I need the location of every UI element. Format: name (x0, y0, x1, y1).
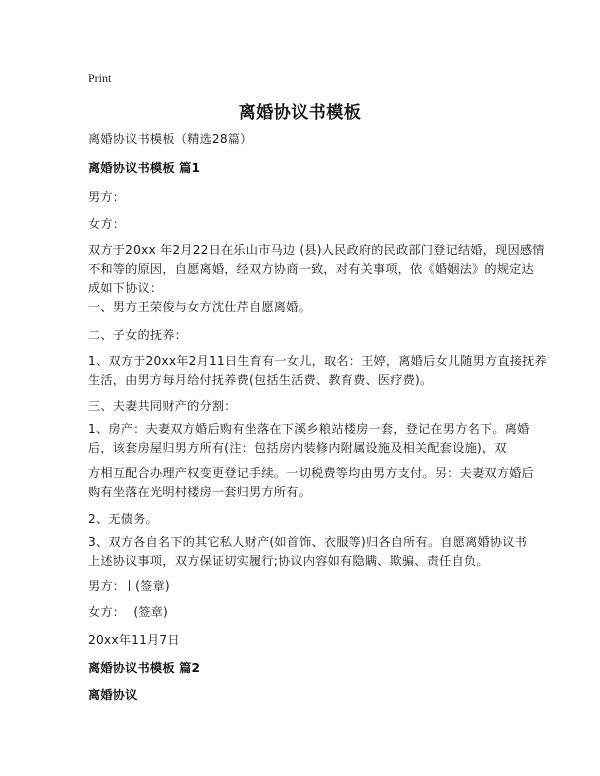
child-line-2: 生活，由男方每月给付抚养费(包括生活费、教育费、医疗费)。 (88, 373, 433, 387)
male-signature-label: 男方： (88, 579, 126, 593)
house-line-1: 1、房产：夫妻双方婚后购有坐落在下溪乡粮站楼房一套，登记在男方名下。离婚 (88, 422, 530, 436)
agreement-date: 20xx年11月7日 (88, 633, 180, 647)
document-subtitle: 离婚协议书模板（精选28篇） (88, 132, 253, 146)
personal-property-line-1: 3、双方各自名下的其它私人财产(如首饰、衣服等)归各自所有。自愿离婚协议书 (88, 535, 528, 549)
section-2-subheading: 离婚协议 (88, 688, 138, 702)
female-signature-value: (签章) (133, 605, 169, 619)
print-label[interactable]: Print (88, 71, 112, 85)
house-line-4: 购有坐落在光明村楼房一套归男方所有。 (88, 485, 311, 499)
clause-3: 三、夫妻共同财产的分割： (88, 399, 237, 413)
intro-line-3: 成如下协议： (88, 281, 163, 295)
document-title: 离婚协议书模板 (238, 103, 362, 123)
male-signature-row (88, 577, 520, 595)
signature-cursor-mark (129, 580, 130, 591)
child-line-1: 1、双方于20xx年2月11日生育有一女儿，取名：王婷，离婚后女儿随男方直接抚养 (88, 354, 547, 368)
clause-2: 二、子女的抚养： (88, 328, 188, 342)
clause-1: 一、男方王荣俊与女方沈仕芹自愿离婚。 (88, 300, 311, 314)
personal-property-line-2: 上述协议事项，双方保证切实履行;协议内容如有隐瞒、欺骗、责任自负。 (88, 554, 489, 568)
house-line-3: 方相互配合办理产权变更登记手续。一切税费等均由男方支付。另：夫妻双方婚后 (88, 466, 534, 480)
section-heading-1: 离婚协议书模板 篇1 (88, 161, 201, 175)
female-party-label: 女方： (88, 217, 126, 231)
section-heading-2: 离婚协议书模板 篇2 (88, 661, 201, 675)
male-party-label: 男方： (88, 190, 126, 204)
debt-line: 2、无债务。 (88, 512, 158, 526)
house-line-2: 后，该套房屋归男方所有(注：包括房内装修内附属设施及相关配套设施)，双 (88, 441, 507, 455)
intro-line-2: 不和等的原因，自愿离婚，经双方协商一致，对有关事项，依《婚姻法》的规定达 (88, 262, 534, 276)
female-signature-label: 女方： (88, 605, 126, 619)
intro-line-1: 双方于20xx 年2月22日在乐山市马边 (县)人民政府的民政部门登记结婚，现因感情 (88, 243, 545, 257)
male-signature-value: (签章) (135, 579, 170, 593)
female-signature-row (88, 603, 520, 621)
